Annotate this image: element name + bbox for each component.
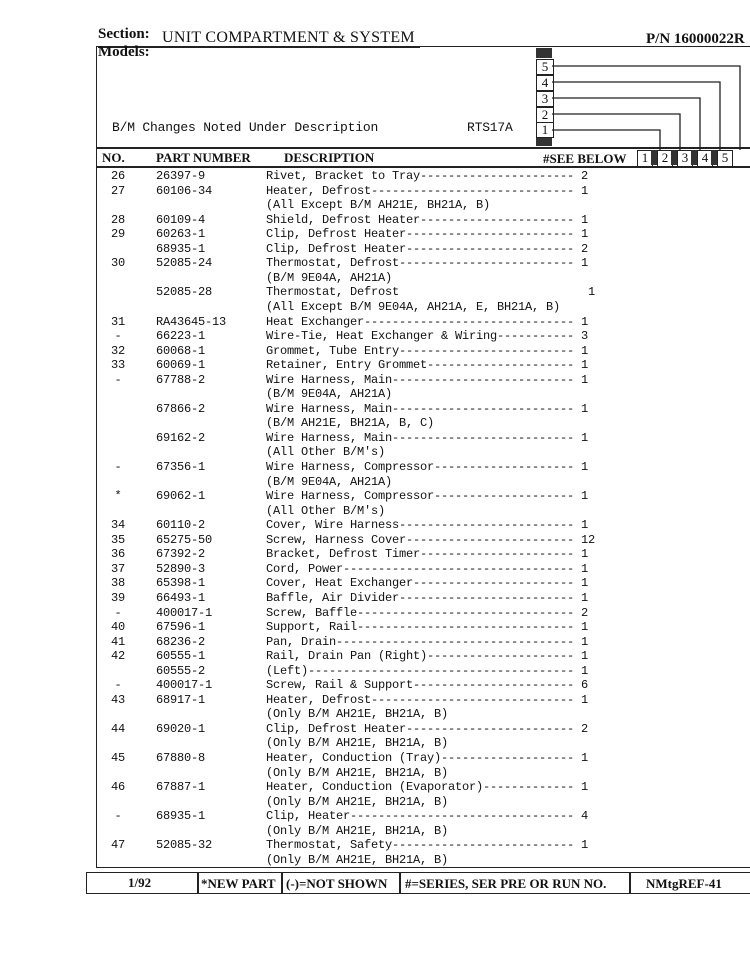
footer-divider — [281, 872, 283, 894]
part-number: 60069-1 — [156, 358, 206, 373]
table-row — [96, 387, 748, 401]
part-number: 67356-1 — [156, 460, 206, 474]
item-number: - — [114, 372, 122, 387]
table-row — [96, 402, 748, 416]
section-label: Section: — [98, 26, 150, 42]
table-row — [96, 489, 748, 503]
series-box-1: 1 — [536, 122, 554, 138]
col-series-4: 4 — [697, 150, 713, 167]
table-row — [96, 198, 748, 212]
table-row — [96, 285, 748, 299]
series-ladder-lines — [550, 58, 750, 152]
item-number: 29 — [110, 227, 125, 242]
table-row — [96, 766, 748, 780]
part-description: Retainer, Entry Grommet--------------------- 1 — [266, 358, 589, 373]
part-description: Wire Harness, Compressor-------------------- 1 — [266, 489, 589, 504]
part-number: 400017-1 — [156, 605, 213, 620]
item-number: 43 — [110, 692, 125, 707]
part-number: 66223-1 — [156, 329, 206, 344]
part-description: (B/M 9E04A, AH21A) — [266, 270, 393, 285]
part-description: Wire Harness, Main-------------------------- 1 — [266, 401, 589, 416]
series-marker-dark — [536, 48, 552, 58]
part-number: 65275-50 — [156, 532, 213, 547]
part-number: 68935-1 — [156, 809, 206, 824]
table-row — [96, 562, 748, 576]
table-row — [96, 853, 748, 867]
part-description: Clip, Defrost Heater------------------------ 2 — [266, 721, 589, 736]
part-description: Wire Harness, Compressor-------------------- 1 — [266, 460, 589, 474]
footer-ref: NMtgREF-41 — [646, 876, 722, 891]
col-description: DESCRIPTION — [284, 150, 375, 165]
part-number: 67866-2 — [156, 401, 206, 416]
table-row — [96, 315, 748, 329]
models-label: Models: — [98, 44, 150, 60]
table-row — [96, 707, 748, 721]
table-row — [96, 329, 748, 343]
item-number: - — [114, 460, 122, 474]
table-row — [96, 533, 748, 547]
series-box-3: 3 — [536, 91, 554, 107]
part-description: (B/M AH21E, BH21A, B, C) — [266, 416, 435, 431]
part-description: Heat Exchanger------------------------------ 1 — [266, 314, 589, 329]
footer-not-shown: (-)=NOT SHOWN — [286, 876, 388, 891]
part-description: (B/M 9E04A, AH21A) — [266, 387, 393, 402]
part-number: 52085-28 — [156, 285, 213, 300]
part-number: 67596-1 — [156, 620, 206, 635]
item-number: 46 — [110, 780, 125, 795]
table-row — [96, 693, 748, 707]
bm-note: B/M Changes Noted Under Description — [112, 120, 379, 135]
part-number: 65398-1 — [156, 576, 206, 591]
table-row — [96, 475, 748, 489]
table-row — [96, 184, 748, 198]
part-description: Heater, Conduction (Evaporator)------------- 1 — [266, 780, 589, 795]
table-row — [96, 780, 748, 794]
part-description: Thermostat, Defrost 1 — [266, 285, 596, 300]
footer-date: 1/92 — [128, 875, 152, 890]
table-row — [96, 547, 748, 561]
part-number: 400017-1 — [156, 678, 213, 693]
part-description: Cover, Wire Harness------------------------- 1 — [266, 518, 589, 533]
part-number-header: P/N 16000022R — [646, 31, 745, 47]
item-number: 38 — [110, 576, 125, 591]
table-row — [96, 736, 748, 750]
part-number: 60263-1 — [156, 227, 206, 242]
item-number: 40 — [110, 620, 125, 635]
part-number: 52085-32 — [156, 838, 213, 853]
item-number: 42 — [110, 649, 125, 664]
part-number: 69162-2 — [156, 430, 206, 445]
part-number: 52085-24 — [156, 256, 213, 271]
item-number: 28 — [110, 212, 125, 227]
item-number: - — [114, 809, 122, 824]
table-row — [96, 722, 748, 736]
part-number: 60555-2 — [156, 663, 206, 678]
item-number: 44 — [110, 721, 125, 736]
part-description: Clip, Heater-------------------------------- 4 — [266, 809, 589, 824]
part-number: 60068-1 — [156, 343, 206, 358]
part-number: RA43645-13 — [156, 314, 227, 329]
part-description: (All Except B/M AH21E, BH21A, B) — [266, 198, 491, 213]
part-description: Pan, Drain---------------------------------- 1 — [266, 634, 589, 649]
part-description: Heater, Defrost----------------------------- 1 — [266, 692, 589, 707]
part-number: 60109-4 — [156, 212, 206, 227]
footer-divider — [197, 872, 199, 894]
table-row — [96, 795, 748, 809]
col-see-below: #SEE BELOW — [543, 151, 627, 166]
item-number: 31 — [110, 314, 125, 329]
col-part-number: PART NUMBER — [156, 150, 251, 165]
part-description: Shield, Defrost Heater---------------------- 1 — [266, 212, 589, 227]
part-number: 68935-1 — [156, 241, 206, 256]
part-description: Clip, Defrost Heater------------------------ 2 — [266, 241, 589, 256]
part-number: 67887-1 — [156, 780, 206, 795]
table-row — [96, 809, 748, 823]
table-row — [96, 518, 748, 532]
table-row — [96, 606, 748, 620]
part-description: Thermostat, Defrost------------------------- 1 — [266, 256, 589, 271]
part-number: 68917-1 — [156, 692, 206, 707]
part-number: 69062-1 — [156, 489, 206, 504]
table-row — [96, 504, 748, 518]
part-description: Heater, Conduction (Tray)------------------- 1 — [266, 751, 589, 765]
section-title: UNIT COMPARTMENT & SYSTEM — [162, 29, 415, 46]
item-number: 27 — [110, 183, 125, 198]
col-no: NO. — [102, 150, 125, 165]
part-description: (Only B/M AH21E, BH21A, B) — [266, 823, 449, 838]
table-row — [96, 751, 748, 765]
col-series-5: 5 — [717, 150, 733, 167]
series-box-5: 5 — [536, 59, 554, 75]
parts-list — [96, 167, 748, 867]
item-number: 45 — [110, 751, 125, 765]
part-description: Cover, Heat Exchanger----------------------- 1 — [266, 576, 589, 591]
part-number: 69020-1 — [156, 721, 206, 736]
item-number: 36 — [110, 547, 125, 562]
part-number: 60106-34 — [156, 183, 213, 198]
table-row — [96, 445, 748, 459]
part-description: Wire Harness, Main-------------------------- 1 — [266, 372, 589, 387]
table-row — [96, 169, 748, 183]
footer-series-note: #=SERIES, SER PRE OR RUN NO. — [405, 876, 607, 891]
item-number: 47 — [110, 838, 125, 853]
part-description: (Left)-------------------------------------- 1 — [266, 663, 589, 678]
item-number: * — [114, 489, 122, 504]
item-number: 35 — [110, 532, 125, 547]
table-row — [96, 664, 748, 678]
item-number: 26 — [110, 169, 125, 183]
table-row — [96, 431, 748, 445]
table-row — [96, 824, 748, 838]
item-number: 33 — [110, 358, 125, 373]
part-description: Rail, Drain Pan (Right)--------------------- 1 — [266, 649, 589, 664]
part-description: Clip, Defrost Heater------------------------ 1 — [266, 227, 589, 242]
item-number: 30 — [110, 256, 125, 271]
part-number: 67392-2 — [156, 547, 206, 562]
table-row — [96, 620, 748, 634]
part-description: Screw, Baffle------------------------------- 2 — [266, 605, 589, 620]
part-description: (Only B/M AH21E, BH21A, B) — [266, 852, 449, 867]
series-box-2: 2 — [536, 107, 554, 123]
table-row — [96, 591, 748, 605]
footer-new-part: *NEW PART — [201, 876, 276, 891]
table-row — [96, 271, 748, 285]
model-code: RTS17A — [467, 120, 513, 135]
part-number: 67880-8 — [156, 751, 206, 765]
part-description: Baffle, Air Divider------------------------- 1 — [266, 590, 589, 605]
part-number: 60555-1 — [156, 649, 206, 664]
item-number: - — [114, 605, 122, 620]
part-description: (Only B/M AH21E, BH21A, B) — [266, 794, 449, 809]
table-row — [96, 460, 748, 474]
col-series-3: 3 — [677, 150, 693, 167]
part-number: 66493-1 — [156, 590, 206, 605]
footer-divider — [399, 872, 401, 894]
table-row — [96, 213, 748, 227]
part-description: Screw, Rail & Support----------------------- 6 — [266, 678, 589, 693]
table-row — [96, 576, 748, 590]
col-series-2: 2 — [657, 150, 673, 167]
part-description: Grommet, Tube Entry------------------------- 1 — [266, 343, 589, 358]
part-description: Wire-Tie, Heat Exchanger & Wiring----------- 3 — [266, 329, 589, 344]
part-description: (All Other B/M's) — [266, 445, 386, 460]
part-description: Thermostat, Safety-------------------------- 1 — [266, 838, 589, 853]
part-description: Support, Rail------------------------------- 1 — [266, 620, 589, 635]
table-row — [96, 227, 748, 241]
col-series-1: 1 — [637, 150, 653, 167]
part-number: 67788-2 — [156, 372, 206, 387]
item-number: 41 — [110, 634, 125, 649]
item-number: 39 — [110, 590, 125, 605]
item-number: - — [114, 329, 122, 344]
part-description: Cord, Power--------------------------------- 1 — [266, 561, 589, 576]
table-row — [96, 678, 748, 692]
table-row — [96, 344, 748, 358]
part-description: Screw, Harness Cover------------------------ 12 — [266, 532, 596, 547]
item-number: 32 — [110, 343, 125, 358]
part-description: (B/M 9E04A, AH21A) — [266, 474, 393, 489]
part-number: 68236-2 — [156, 634, 206, 649]
part-number: 52890-3 — [156, 561, 206, 576]
table-row — [96, 242, 748, 256]
part-description: (Only B/M AH21E, BH21A, B) — [266, 707, 449, 722]
table-row — [96, 838, 748, 852]
part-description: Wire Harness, Main-------------------------- 1 — [266, 430, 589, 445]
table-row — [96, 300, 748, 314]
part-description: (All Except B/M 9E04A, AH21A, E, BH21A, B) — [266, 299, 561, 314]
part-description: Rivet, Bracket to Tray---------------------- 2 — [266, 169, 589, 183]
table-row — [96, 256, 748, 270]
part-number: 60110-2 — [156, 518, 206, 533]
item-number: - — [114, 678, 122, 693]
table-row — [96, 373, 748, 387]
part-description: (All Other B/M's) — [266, 503, 386, 518]
part-number: 26397-9 — [156, 169, 206, 183]
footer-divider — [629, 872, 631, 894]
part-description: Heater, Defrost----------------------------- 1 — [266, 183, 589, 198]
part-description: (Only B/M AH21E, BH21A, B) — [266, 765, 449, 780]
header-divider-top — [96, 147, 750, 149]
table-row — [96, 635, 748, 649]
part-description: (Only B/M AH21E, BH21A, B) — [266, 736, 449, 751]
table-row — [96, 416, 748, 430]
item-number: 34 — [110, 518, 125, 533]
table-row — [96, 649, 748, 663]
part-description: Bracket, Defrost Timer---------------------- 1 — [266, 547, 589, 562]
item-number: 37 — [110, 561, 125, 576]
table-row — [96, 358, 748, 372]
series-box-4: 4 — [536, 75, 554, 91]
